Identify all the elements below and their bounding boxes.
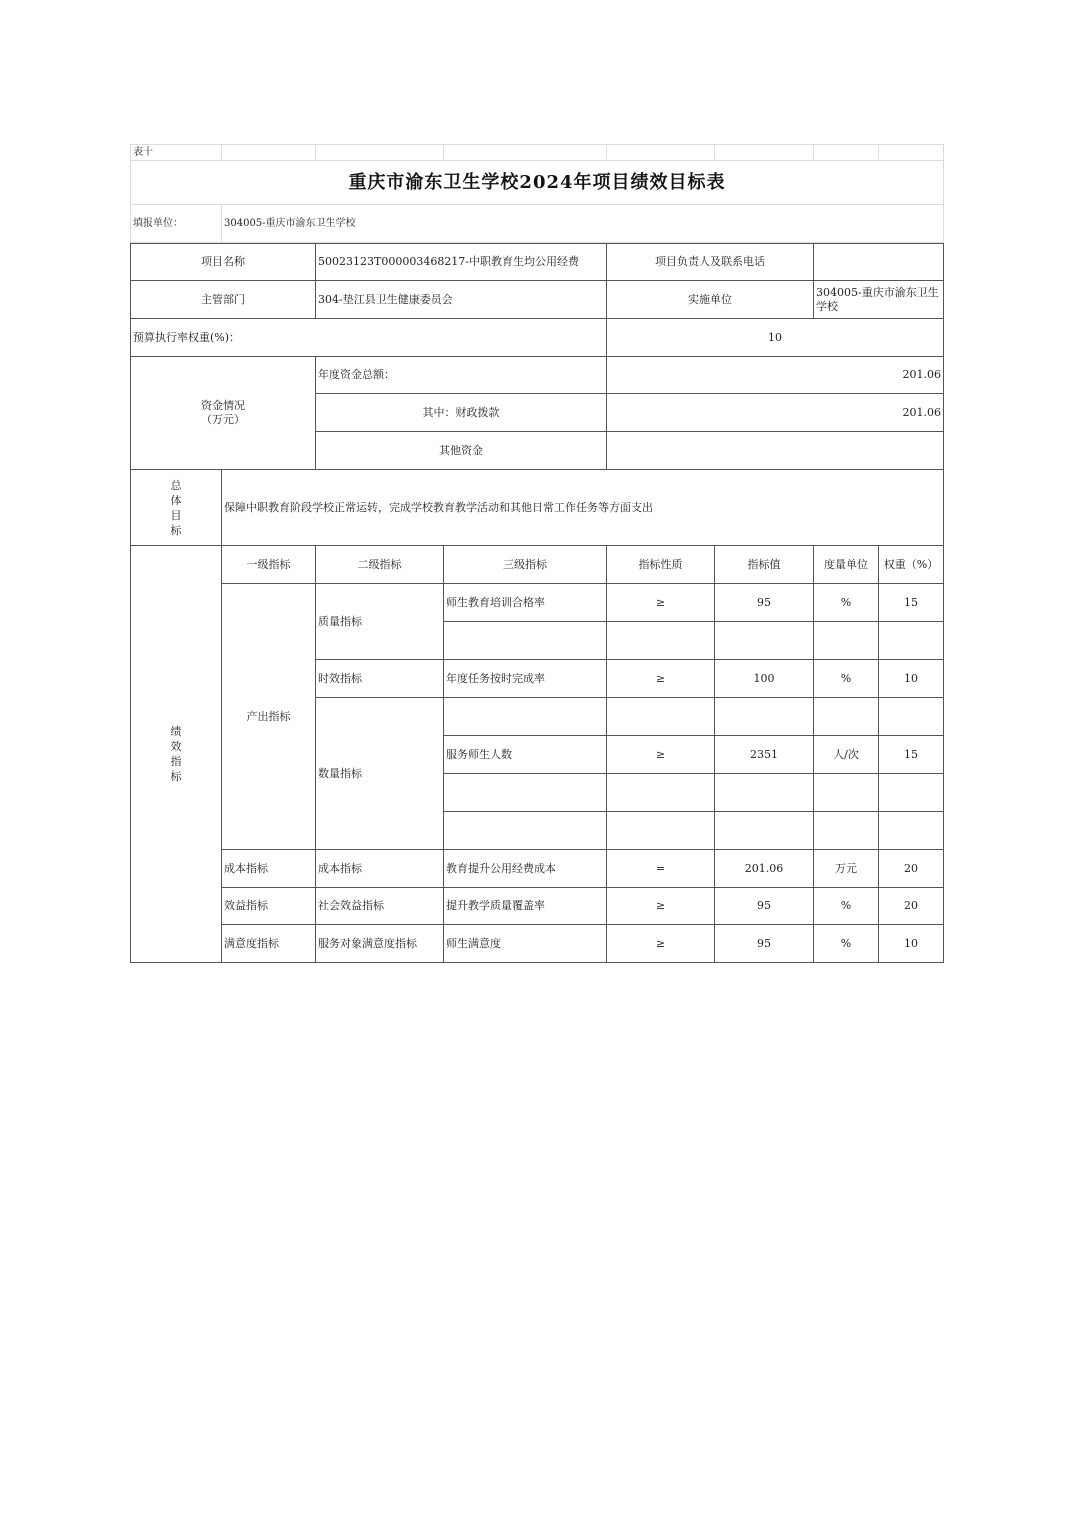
nature-cell: ≥ bbox=[607, 584, 715, 622]
level3-cell bbox=[444, 698, 607, 736]
header-unit: 度量单位 bbox=[814, 546, 879, 584]
sheet-header-table bbox=[130, 144, 944, 243]
value-cell bbox=[715, 622, 814, 660]
dept-label: 主管部门 bbox=[131, 281, 316, 319]
cost-level1: 成本指标 bbox=[222, 850, 316, 888]
timeliness-indicator-label: 时效指标 bbox=[316, 660, 444, 698]
budget-weight-value: 10 bbox=[607, 319, 944, 357]
indicators-label-cell bbox=[131, 546, 222, 963]
fill-unit-label: 填报单位： bbox=[131, 205, 222, 243]
level3-cell bbox=[444, 812, 607, 850]
cost-unit: 万元 bbox=[814, 850, 879, 888]
level3-cell bbox=[444, 622, 607, 660]
nature-cell: ≥ bbox=[607, 736, 715, 774]
benefit-level3: 提升教学质量覆盖率 bbox=[444, 888, 607, 925]
output-indicator-label: 产出指标 bbox=[222, 584, 316, 850]
value-cell bbox=[715, 774, 814, 812]
header-nature: 指标性质 bbox=[607, 546, 715, 584]
unit-cell bbox=[814, 774, 879, 812]
contact-label: 项目负责人及联系电话 bbox=[607, 244, 814, 281]
nature-cell: ≥ bbox=[607, 660, 715, 698]
satisfaction-level2: 服务对象满意度指标 bbox=[316, 925, 444, 963]
satisfaction-level3: 师生满意度 bbox=[444, 925, 607, 963]
indicator-header-row bbox=[131, 546, 944, 584]
unit-cell: % bbox=[814, 584, 879, 622]
unit-cell bbox=[814, 698, 879, 736]
dept-value: 304-垫江县卫生健康委员会 bbox=[316, 281, 607, 319]
cost-level3: 教育提升公用经费成本 bbox=[444, 850, 607, 888]
project-name-row bbox=[131, 244, 944, 281]
benefit-level2: 社会效益指标 bbox=[316, 888, 444, 925]
dept-row bbox=[131, 281, 944, 319]
cost-value: 201.06 bbox=[715, 850, 814, 888]
overall-goal-text: 保障中职教育阶段学校正常运转，完成学校教育教学活动和其他日常工作任务等方面支出 bbox=[222, 470, 944, 546]
nature-cell bbox=[607, 774, 715, 812]
funds-total-value: 201.06 bbox=[607, 357, 944, 394]
funds-total-row bbox=[131, 357, 944, 394]
overall-goal-row bbox=[131, 470, 944, 546]
cost-nature: = bbox=[607, 850, 715, 888]
table-label: 表十 bbox=[131, 145, 222, 161]
satisfaction-row bbox=[131, 925, 944, 963]
fill-unit-value: 304005-重庆市渝东卫生学校 bbox=[222, 205, 944, 243]
header-weight: 权重（%） bbox=[879, 546, 944, 584]
benefit-row bbox=[131, 888, 944, 925]
cost-row bbox=[131, 850, 944, 888]
quantity-indicator-label: 数量指标 bbox=[316, 698, 444, 850]
funds-other-value bbox=[607, 432, 944, 470]
funds-other-label: 其他资金 bbox=[316, 432, 607, 470]
value-cell bbox=[715, 812, 814, 850]
weight-cell bbox=[879, 698, 944, 736]
level3-cell: 服务师生人数 bbox=[444, 736, 607, 774]
level3-cell: 师生教育培训合格率 bbox=[444, 584, 607, 622]
impl-unit-label: 实施单位 bbox=[607, 281, 814, 319]
benefit-unit: % bbox=[814, 888, 879, 925]
funds-label-cell bbox=[131, 357, 316, 470]
budget-weight-label: 预算执行率权重(%)： bbox=[131, 319, 607, 357]
header-level3: 三级指标 bbox=[444, 546, 607, 584]
weight-cell bbox=[879, 812, 944, 850]
weight-cell: 10 bbox=[879, 660, 944, 698]
project-name-label: 项目名称 bbox=[131, 244, 316, 281]
benefit-level1: 效益指标 bbox=[222, 888, 316, 925]
unit-cell: 人/次 bbox=[814, 736, 879, 774]
funds-label: 资金情况 bbox=[201, 399, 245, 412]
satisfaction-level1: 满意度指标 bbox=[222, 925, 316, 963]
satisfaction-value: 95 bbox=[715, 925, 814, 963]
unit-cell: % bbox=[814, 660, 879, 698]
nature-cell bbox=[607, 622, 715, 660]
overall-goal-label: 总体目标 bbox=[170, 478, 182, 537]
goal-table bbox=[130, 243, 944, 963]
funds-fiscal-label: 其中：财政拨款 bbox=[316, 394, 607, 432]
funds-fiscal-value: 201.06 bbox=[607, 394, 944, 432]
weight-cell bbox=[879, 774, 944, 812]
unit-cell bbox=[814, 812, 879, 850]
contact-value bbox=[814, 244, 944, 281]
cost-weight: 20 bbox=[879, 850, 944, 888]
level3-cell: 年度任务按时完成率 bbox=[444, 660, 607, 698]
value-cell: 2351 bbox=[715, 736, 814, 774]
satisfaction-nature: ≥ bbox=[607, 925, 715, 963]
overall-goal-label-cell bbox=[131, 470, 222, 546]
cost-level2: 成本指标 bbox=[316, 850, 444, 888]
header-level2: 二级指标 bbox=[316, 546, 444, 584]
quality-indicator-label: 质量指标 bbox=[316, 584, 444, 660]
nature-cell bbox=[607, 698, 715, 736]
performance-goal-sheet bbox=[130, 144, 943, 963]
budget-weight-row bbox=[131, 319, 944, 357]
level3-cell bbox=[444, 774, 607, 812]
satisfaction-unit: % bbox=[814, 925, 879, 963]
benefit-weight: 20 bbox=[879, 888, 944, 925]
value-cell bbox=[715, 698, 814, 736]
value-cell: 100 bbox=[715, 660, 814, 698]
benefit-nature: ≥ bbox=[607, 888, 715, 925]
weight-cell: 15 bbox=[879, 736, 944, 774]
header-value: 指标值 bbox=[715, 546, 814, 584]
funds-unit: （万元） bbox=[201, 413, 245, 426]
nature-cell bbox=[607, 812, 715, 850]
weight-cell: 15 bbox=[879, 584, 944, 622]
value-cell: 95 bbox=[715, 584, 814, 622]
unit-cell bbox=[814, 622, 879, 660]
funds-total-label: 年度资金总额： bbox=[316, 357, 607, 394]
page-title: 重庆市渝东卫生学校2024年项目绩效目标表 bbox=[131, 161, 944, 205]
impl-unit-value: 304005-重庆市渝东卫生学校 bbox=[814, 281, 944, 319]
satisfaction-weight: 10 bbox=[879, 925, 944, 963]
indicators-label: 绩效指标 bbox=[170, 725, 182, 783]
weight-cell bbox=[879, 622, 944, 660]
benefit-value: 95 bbox=[715, 888, 814, 925]
project-name-value: 50023123T000003468217-中职教育生均公用经费 bbox=[316, 244, 607, 281]
table-row bbox=[131, 584, 944, 622]
header-level1: 一级指标 bbox=[222, 546, 316, 584]
